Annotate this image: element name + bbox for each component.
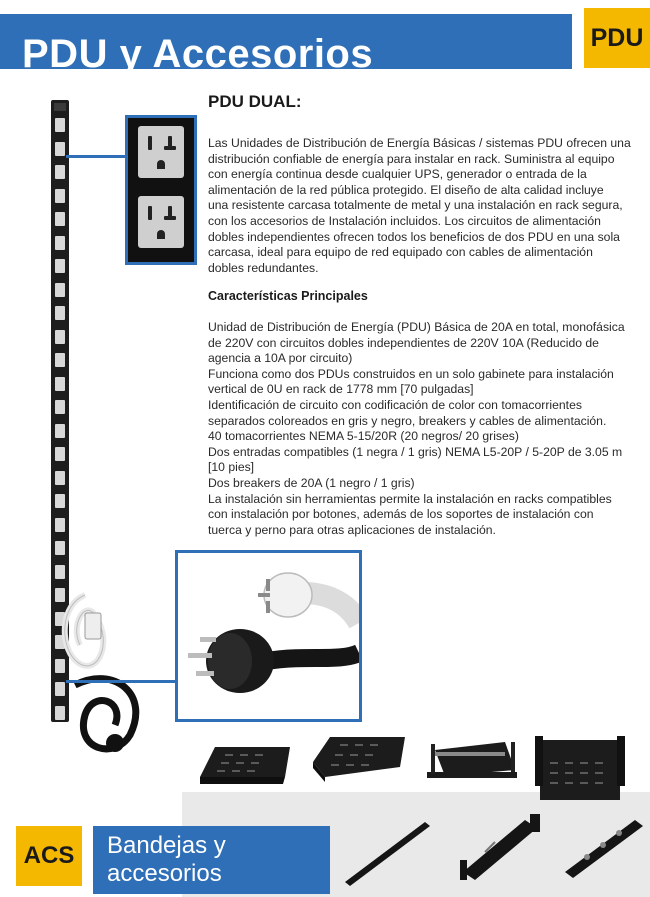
- pdu-outlet: [55, 212, 65, 226]
- pdu-outlet: [55, 118, 65, 132]
- pdu-outlet: [55, 283, 65, 297]
- acs-tag-badge: ACS: [16, 826, 82, 886]
- feature-line: Funciona como dos PDUs construidos en un solo gabinete para instalación: [208, 366, 614, 381]
- page-title: PDU y Accesorios: [22, 32, 374, 76]
- feature-line: La instalación sin herramientas permite la instalación en racks compatibles: [208, 491, 612, 506]
- feature-line: agencia a 10A por circuito): [208, 351, 353, 366]
- pdu-outlet: [55, 142, 65, 156]
- black-plug-head: [106, 734, 124, 752]
- pdu-outlet: [55, 306, 65, 320]
- pdu-outlet: [55, 471, 65, 485]
- feature-line: con instalación por botones, además de los soportes de instalación con: [208, 507, 594, 522]
- power-cords-image: [55, 585, 145, 765]
- header-tag-badge: PDU: [584, 8, 650, 68]
- intro-line: dobles independientes ofrecen todos los beneficios de dos PDU en una sola: [208, 229, 620, 244]
- rack-bar-1: [345, 822, 430, 886]
- feature-line: Unidad de Distribución de Energía (PDU) Básica de 20A en total, monofásica: [208, 320, 625, 334]
- outlet-closeup-image: [125, 115, 197, 265]
- pdu-outlet: [55, 353, 65, 367]
- pdu-outlet: [55, 447, 65, 461]
- pdu-outlet: [55, 518, 65, 532]
- pdu-outlet: [55, 494, 65, 508]
- feature-line: [10 pies]: [208, 460, 255, 475]
- feature-line: Dos breakers de 20A (1 negro / 1 gris): [208, 475, 415, 490]
- white-plug-head: [85, 613, 101, 639]
- tray-1: [200, 747, 290, 784]
- accessories-label-bar: [93, 826, 330, 894]
- feature-line: separados coloreados en gris y negro, breakers y cables de alimentación.: [208, 413, 607, 428]
- intro-line: Las Unidades de Distribución de Energía Básicas / sistemas PDU ofrecen una: [208, 136, 631, 150]
- tray-4: [535, 736, 625, 800]
- accessories-label-line1: Bandejas y: [107, 832, 226, 859]
- pdu-top-block: [54, 103, 66, 111]
- pdu-outlet: [55, 541, 65, 555]
- feature-line: de 220V con circuitos dobles independientes de 220V 10A (Reducido de: [208, 335, 599, 350]
- feature-line: tuerca y perno para otras aplicaciones de instalación.: [208, 522, 496, 537]
- intro-line: con energía continua desde cualquier UPS, generador o entrada de la: [208, 167, 587, 182]
- plug-closeup-image: [175, 550, 362, 722]
- intro-line: distribución confiable de energía para instalar en rack. Suministra al equipo: [208, 151, 615, 166]
- cable-manager-2: [565, 820, 643, 878]
- intro-line: alimentación de la red pública protegido. El diseño de alta calidad incluye: [208, 182, 604, 197]
- intro-line: carcasa, ideal para equipo de red equipado con cables de alimentación: [208, 245, 593, 260]
- pdu-outlet: [55, 259, 65, 273]
- pdu-outlet: [55, 165, 65, 179]
- accessories-label-line2: accesorios: [107, 860, 222, 887]
- section-heading: PDU DUAL:: [208, 92, 302, 111]
- accessories-label: [107, 832, 226, 888]
- pdu-outlet: [55, 236, 65, 250]
- callout-line-outlet: [66, 155, 126, 158]
- feature-line: Dos entradas compatibles (1 negra / 1 gris) NEMA L5-20P / 5-20P de 3.05 m: [208, 444, 623, 459]
- intro-line: dobles redundantes.: [208, 260, 319, 275]
- intro-line: con los accesorios de Instalación incluidos. Los circuitos de alimentación: [208, 213, 601, 228]
- pdu-outlet: [55, 330, 65, 344]
- pdu-outlet: [55, 424, 65, 438]
- outlet-face-upper: [138, 126, 184, 178]
- callout-line-plug: [66, 680, 176, 683]
- pdu-outlet: [55, 377, 65, 391]
- tray-3: [427, 742, 517, 778]
- pdu-outlet: [55, 565, 65, 579]
- outlet-face-lower: [138, 196, 184, 248]
- pdu-outlet: [55, 400, 65, 414]
- header-bar: [0, 14, 572, 76]
- features-list: [208, 320, 644, 538]
- pdu-outlet: [55, 189, 65, 203]
- feature-line: 40 tomacorrientes NEMA 5-15/20R (20 negros/ 20 grises): [208, 429, 519, 444]
- feature-line: Identificación de circuito con codificación de color con tomacorrientes: [208, 397, 582, 412]
- features-heading: Características Principales: [208, 289, 368, 303]
- intro-paragraph: [208, 136, 644, 276]
- tray-2: [313, 737, 405, 782]
- intro-line: una resistente carcasa totalmente de metal y una instalación en rack segura,: [208, 198, 623, 213]
- feature-line: vertical de 0U en rack de 1778 mm [70 pulgadas]: [208, 382, 474, 397]
- cable-manager-1: [460, 814, 540, 880]
